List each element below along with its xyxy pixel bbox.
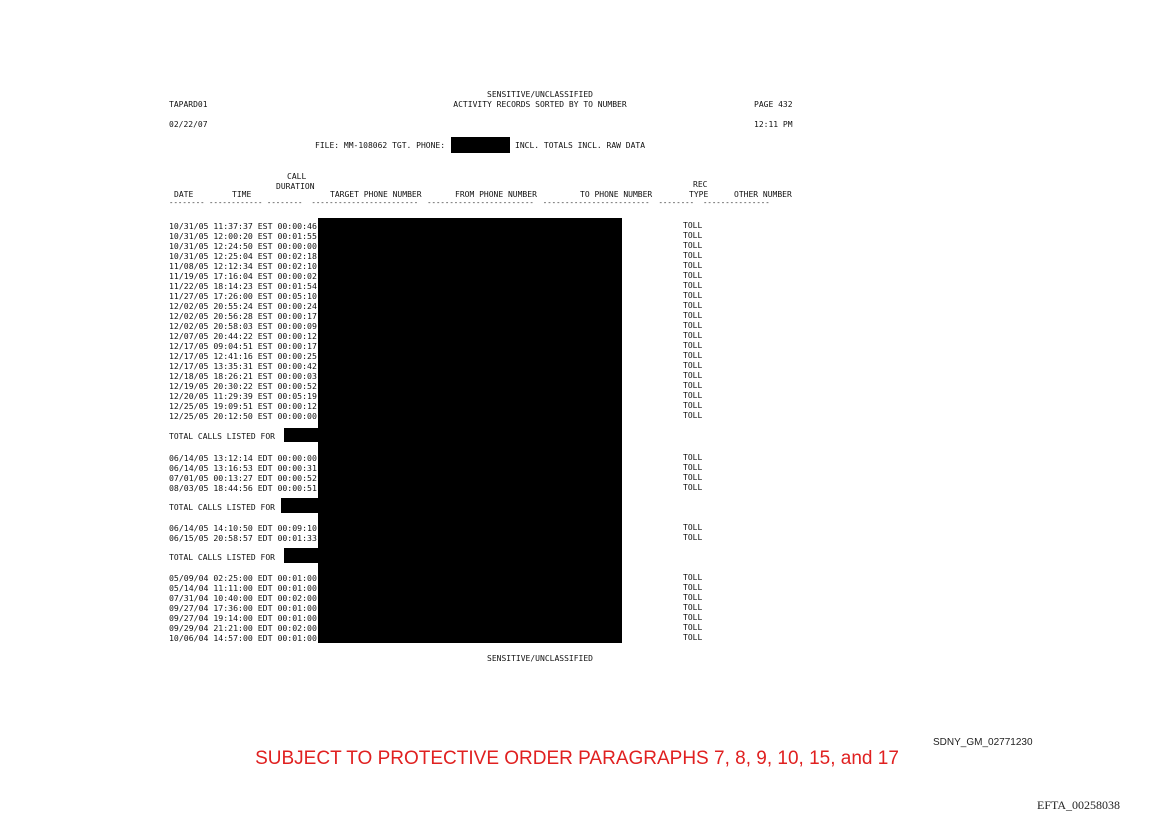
- col-duration: DURATION: [276, 182, 315, 191]
- call-rec-type: TOLL: [683, 331, 703, 340]
- call-row: 12/02/05 20:56:28 EST 00:00:17: [169, 311, 317, 321]
- call-rec-type: TOLL: [683, 301, 703, 310]
- bates-number: SDNY_GM_02771230: [933, 737, 1033, 748]
- col-date: DATE: [174, 190, 194, 199]
- col-rec: REC: [693, 180, 708, 189]
- call-row: 10/06/04 14:57:00 EDT 00:01:00: [169, 633, 317, 643]
- call-rec-type: TOLL: [683, 371, 703, 380]
- total-calls-label: TOTAL CALLS LISTED FOR: [169, 503, 275, 512]
- call-row: 06/14/05 13:12:14 EDT 00:00:00: [169, 453, 317, 463]
- call-rec-type: TOLL: [683, 221, 703, 230]
- col-other-number: OTHER NUMBER: [734, 190, 792, 199]
- call-row: 06/14/05 14:10:50 EDT 00:09:10: [169, 523, 317, 533]
- report-time: 12:11 PM: [754, 120, 793, 129]
- call-rec-type: TOLL: [683, 401, 703, 410]
- redaction-total-number: [284, 428, 320, 442]
- call-row: 08/03/05 18:44:56 EDT 00:00:51: [169, 483, 317, 493]
- page-number: PAGE 432: [754, 100, 793, 109]
- redaction-total-number: [284, 548, 320, 563]
- call-rec-type: TOLL: [683, 473, 703, 482]
- call-rec-type: TOLL: [683, 381, 703, 390]
- call-rec-type: TOLL: [683, 321, 703, 330]
- call-row: 09/29/04 21:21:00 EDT 00:02:00: [169, 623, 317, 633]
- header-dash-rule: -------- ------------ -------- ------------------------ ------------------------ ------------------------ -------- ---------------: [169, 198, 770, 207]
- call-row: 11/22/05 18:14:23 EST 00:01:54: [169, 281, 317, 291]
- call-row: 09/27/04 19:14:00 EDT 00:01:00: [169, 613, 317, 623]
- call-rec-type: TOLL: [683, 463, 703, 472]
- efta-number: EFTA_00258038: [1037, 798, 1121, 812]
- call-rec-type: TOLL: [683, 231, 703, 240]
- call-row: 07/01/05 00:13:27 EDT 00:00:52: [169, 473, 317, 483]
- total-calls-label: TOTAL CALLS LISTED FOR: [169, 432, 275, 441]
- call-rec-type: TOLL: [683, 261, 703, 270]
- call-row: 05/14/04 11:11:00 EDT 00:01:00: [169, 583, 317, 593]
- call-row: 12/25/05 20:12:50 EST 00:00:00: [169, 411, 317, 421]
- call-rec-type: TOLL: [683, 603, 703, 612]
- col-to-phone: TO PHONE NUMBER: [580, 190, 653, 199]
- call-row: 11/27/05 17:26:00 EST 00:05:10: [169, 291, 317, 301]
- call-row: 07/31/04 10:40:00 EDT 00:02:00: [169, 593, 317, 603]
- call-row: 12/17/05 13:35:31 EST 00:00:42: [169, 361, 317, 371]
- col-call: CALL: [287, 172, 307, 181]
- call-rec-type: TOLL: [683, 453, 703, 462]
- report-title: ACTIVITY RECORDS SORTED BY TO NUMBER: [453, 100, 627, 109]
- call-row: 06/15/05 20:58:57 EDT 00:01:33: [169, 533, 317, 543]
- call-rec-type: TOLL: [683, 351, 703, 360]
- call-rec-type: TOLL: [683, 523, 703, 532]
- file-line-label: FILE: MM-108062 TGT. PHONE:: [315, 141, 446, 150]
- file-line-options: INCL. TOTALS INCL. RAW DATA: [515, 141, 646, 150]
- call-row: 10/31/05 12:25:04 EST 00:02:18: [169, 251, 317, 261]
- call-row: 12/17/05 09:04:51 EST 00:00:17: [169, 341, 317, 351]
- call-rec-type: TOLL: [683, 341, 703, 350]
- call-rec-type: TOLL: [683, 593, 703, 602]
- call-rec-type: TOLL: [683, 291, 703, 300]
- call-row: 12/18/05 18:26:21 EST 00:00:03: [169, 371, 317, 381]
- call-row: 12/17/05 12:41:16 EST 00:00:25: [169, 351, 317, 361]
- call-rec-type: TOLL: [683, 281, 703, 290]
- call-rec-type: TOLL: [683, 361, 703, 370]
- call-row: 05/09/04 02:25:00 EDT 00:01:00: [169, 573, 317, 583]
- call-row: 12/07/05 20:44:22 EST 00:00:12: [169, 331, 317, 341]
- call-rec-type: TOLL: [683, 623, 703, 632]
- col-target-phone: TARGET PHONE NUMBER: [330, 190, 422, 199]
- call-rec-type: TOLL: [683, 533, 703, 542]
- protective-order-notice: SUBJECT TO PROTECTIVE ORDER PARAGRAPHS 7, 8, 9, 10, 15, and 17: [255, 748, 899, 769]
- classification-top: SENSITIVE/UNCLASSIFIED: [487, 90, 593, 99]
- report-date: 02/22/07: [169, 120, 208, 129]
- call-row: 10/31/05 12:00:20 EST 00:01:55: [169, 231, 317, 241]
- redaction-target-phone: [451, 137, 510, 153]
- call-rec-type: TOLL: [683, 583, 703, 592]
- call-rec-type: TOLL: [683, 311, 703, 320]
- call-rec-type: TOLL: [683, 271, 703, 280]
- call-row: 12/02/05 20:55:24 EST 00:00:24: [169, 301, 317, 311]
- call-rec-type: TOLL: [683, 251, 703, 260]
- call-row: 12/20/05 11:29:39 EST 00:05:19: [169, 391, 317, 401]
- classification-bottom: SENSITIVE/UNCLASSIFIED: [487, 654, 593, 663]
- call-row: 06/14/05 13:16:53 EDT 00:00:31: [169, 463, 317, 473]
- call-rec-type: TOLL: [683, 613, 703, 622]
- col-from-phone: FROM PHONE NUMBER: [455, 190, 537, 199]
- call-row: 09/27/04 17:36:00 EDT 00:01:00: [169, 603, 317, 613]
- call-row: 10/31/05 11:37:37 EST 00:00:46: [169, 221, 317, 231]
- call-rec-type: TOLL: [683, 241, 703, 250]
- call-rec-type: TOLL: [683, 411, 703, 420]
- call-row: 12/02/05 20:58:03 EST 00:00:09: [169, 321, 317, 331]
- total-calls-label: TOTAL CALLS LISTED FOR: [169, 553, 275, 562]
- redaction-total-number: [281, 498, 321, 513]
- redaction-phone-columns: [318, 218, 622, 643]
- call-row: 11/08/05 12:12:34 EST 00:02:10: [169, 261, 317, 271]
- col-time: TIME: [232, 190, 252, 199]
- call-row: 12/25/05 19:09:51 EST 00:00:12: [169, 401, 317, 411]
- call-rec-type: TOLL: [683, 483, 703, 492]
- call-row: 12/19/05 20:30:22 EST 00:00:52: [169, 381, 317, 391]
- call-row: 11/19/05 17:16:04 EST 00:00:02: [169, 271, 317, 281]
- col-type: TYPE: [689, 190, 709, 199]
- call-rec-type: TOLL: [683, 633, 703, 642]
- report-id: TAPARD01: [169, 100, 208, 109]
- call-rec-type: TOLL: [683, 391, 703, 400]
- call-row: 10/31/05 12:24:50 EST 00:00:00: [169, 241, 317, 251]
- call-rec-type: TOLL: [683, 573, 703, 582]
